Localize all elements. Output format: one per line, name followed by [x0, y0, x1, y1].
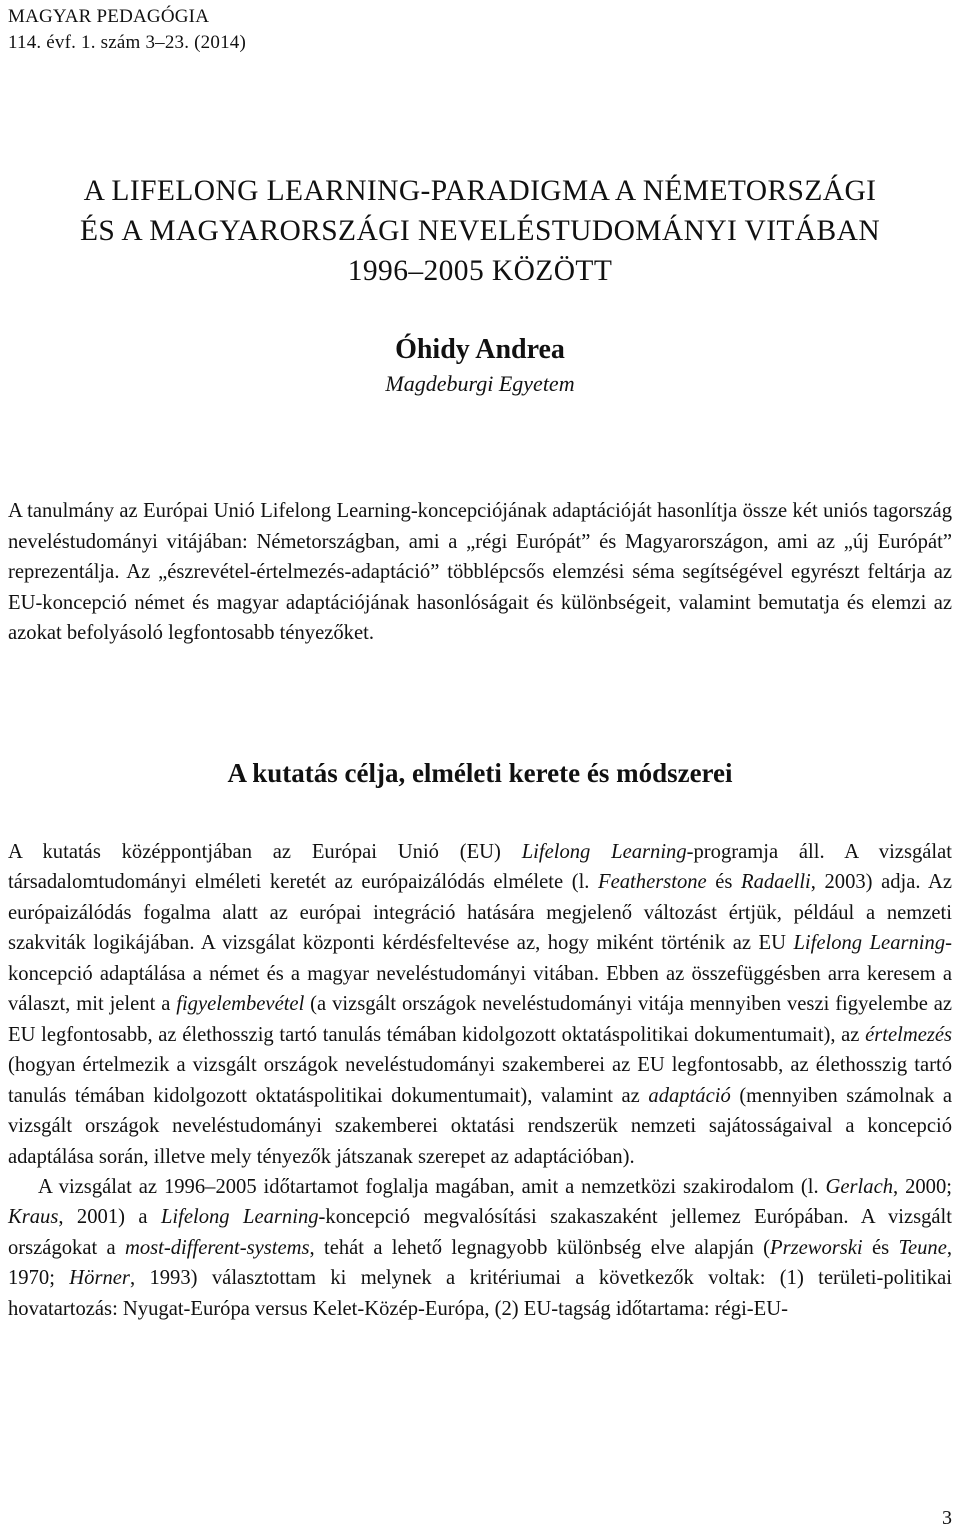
issue-info: 114. évf. 1. szám 3–23. (2014)	[8, 32, 246, 53]
text-run: (mennyiben számolnak a vizsgált országok neveléstudományi szakemberei oktatási rendszerük nemzeti sajátosságaival a koncepció adaptálása során, illetve mely tényezők játszanak szerepet az adaptációban).	[8, 1084, 953, 1168]
running-header	[8, 4, 246, 56]
title-line-3: 1996–2005 KÖZÖTT	[347, 255, 613, 287]
term-emphasis: adaptáció	[648, 1084, 731, 1107]
term-emphasis: figyelembevétel	[176, 993, 305, 1016]
text-run: , 1993) választottam ki melynek a kritériumai a következők voltak: (1) területi-politikai hovatartozás: Nyugat-Európa versus Kelet-Közép-Európa, (2) EU-tagság időtartama: régi-EU-	[8, 1267, 953, 1320]
text-run: -koncepció adaptálása a német és a magyar neveléstudományi vitában. Ebben az összefüggésben arra keresem a választ, mit jelent a	[8, 932, 952, 1016]
text-run: és	[706, 871, 741, 894]
citation-author: Gerlach	[825, 1175, 894, 1198]
text-run: A kutatás középpontjában az Európai Unió (EU)	[8, 841, 522, 863]
text-run: , 2001) a	[58, 1206, 161, 1229]
abstract: A tanulmány az Európai Unió Lifelong Learning-koncepciójának adaptációját hasonlítja össze két uniós tagország neveléstudományi vitájában: Németországban, ami a „régi Európát” és Magyarországon, ami az „új Európát” reprezentálja. Az „észrevétel-értelmezés-adaptáció” többlépcsős elemzési séma segítségével egyrészt feltárja az EU-koncepció német és magyar adaptációjának hasonlóságait és különbségeit, valamint bemutatja és elemzi az azokat befolyásoló legfontosabb tényezőket.	[8, 500, 952, 644]
text-run: A vizsgálat az 1996–2005 időtartamot foglalja magában, amit a nemzetközi szakirodalom (l.	[38, 1175, 826, 1198]
text-run: , tehát a lehető legnagyobb különbség elve alapján (	[309, 1236, 770, 1259]
text-run: -programja áll. A vizsgálat társadalomtudományi elméleti keretét az európaizálódás elmélete (l.	[8, 841, 952, 894]
text-run: (hogyan értelmezik a vizsgált országok neveléstudományi szakemberei az EU legfontosabb, az élethosszig tartó tanulás témában kidolgozott oktatáspolitikai dokumentumait), valamint az	[8, 1054, 952, 1107]
citation-author: Teune	[898, 1236, 947, 1259]
author-name: Óhidy Andrea	[395, 334, 565, 365]
term-emphasis: értelmezés	[865, 1023, 952, 1046]
page-number: 3	[942, 1507, 952, 1529]
text-run: , 2003) adja. Az európaizálódás fogalma alatt az európai integráció hatására megjelenő változást értjük, például a nemzeti szakviták logikájában. A vizsgálat központi kérdésfeltevése az, hogy miként történik az EU	[8, 871, 953, 955]
paragraph-1	[8, 837, 952, 1172]
citation-author: Hörner	[69, 1267, 130, 1290]
paragraph-2	[8, 1172, 952, 1324]
journal-name: MAGYAR PEDAGÓGIA	[8, 6, 210, 27]
citation-author: Radaelli	[741, 871, 811, 894]
citation-author: Przeworski	[769, 1236, 863, 1259]
citation-author: Featherstone	[598, 871, 707, 894]
text-run: , 1970;	[8, 1236, 953, 1290]
text-run: , 2000;	[893, 1175, 952, 1198]
term-emphasis: most-different-systems	[124, 1236, 310, 1259]
text-run: és	[862, 1236, 899, 1259]
term-emphasis: Lifelong Learning	[793, 932, 946, 955]
author-affiliation: Magdeburgi Egyetem	[385, 371, 575, 396]
citation-author: Kraus	[8, 1206, 59, 1229]
term-emphasis: Lifelong Learning	[160, 1206, 319, 1229]
text-run: -koncepció megvalósítási szakaszaként jellemez Európában. A vizsgált országokat a	[8, 1206, 953, 1259]
term-emphasis: Lifelong Learning	[521, 841, 687, 863]
title-line-2: ÉS A MAGYARORSZÁGI NEVELÉSTUDOMÁNYI VITÁBAN	[79, 215, 881, 247]
article-title	[0, 171, 960, 291]
title-line-1: A LIFELONG LEARNING-PARADIGMA A NÉMETORSZÁGI	[83, 175, 877, 207]
section-heading: A kutatás célja, elméleti kerete és módszerei	[227, 758, 733, 788]
body-text	[8, 837, 952, 1324]
text-run: (a vizsgált országok neveléstudományi vitája mennyiben veszi figyelembe az EU legfontosabb, az élethosszig tartó tanulás témában kidolgozott oktatáspolitikai dokumentumait), az	[8, 993, 953, 1046]
